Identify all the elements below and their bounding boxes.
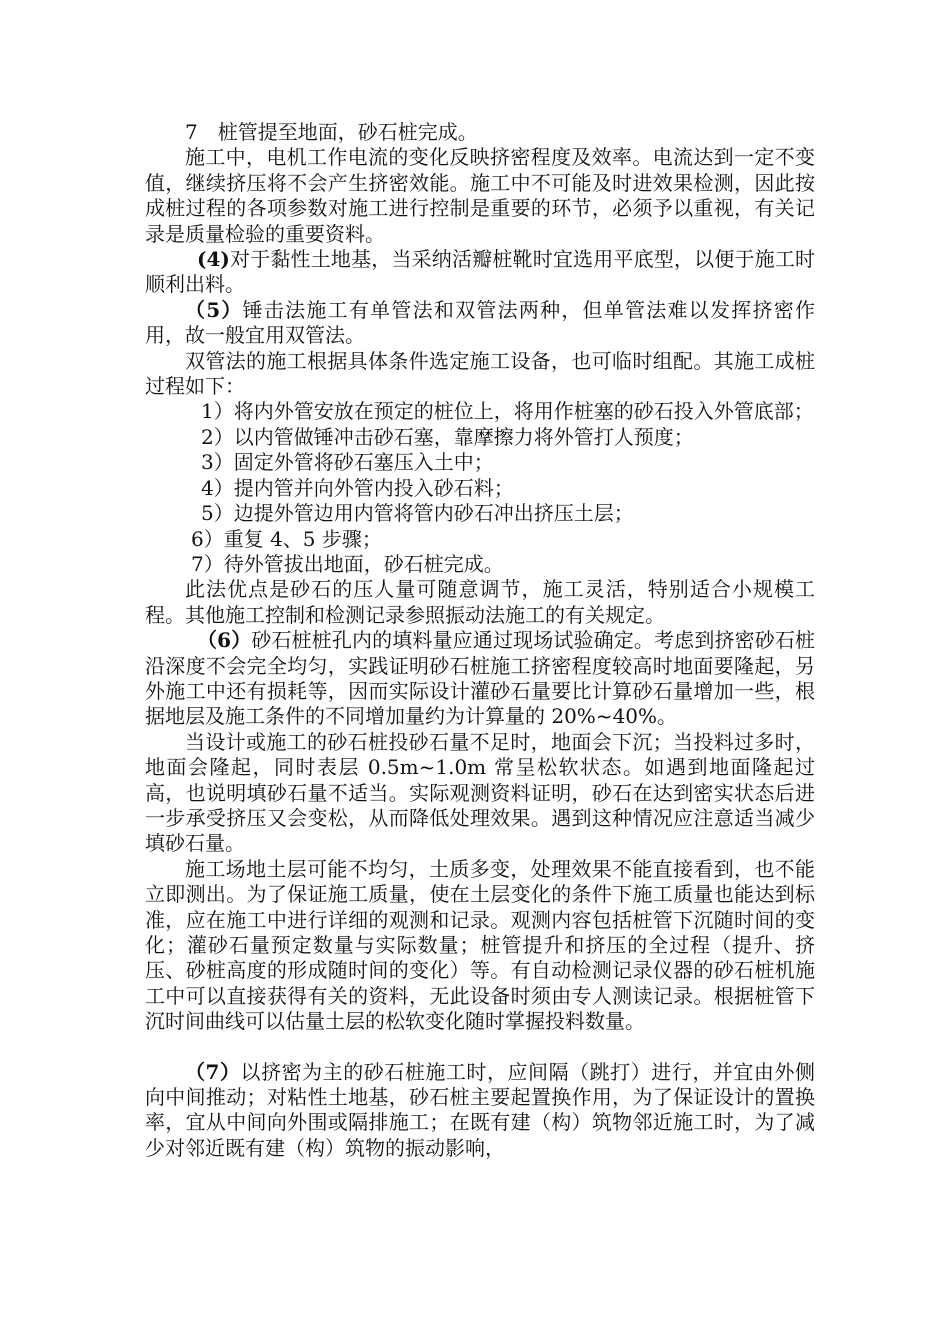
item-number: （7） (185, 1059, 241, 1084)
step-text: 5）边提外管边用内管将管内砂石冲出挤压土层； (201, 501, 634, 526)
paragraph-step-7 (145, 120, 815, 145)
paragraph-double-pipe-intro (145, 349, 815, 400)
step-3 (145, 450, 815, 475)
step-text: 2）以内管做锤冲击砂石塞，靠摩擦力将外管打人预度； (201, 424, 694, 449)
paragraph-text: 7 桩管提至地面，砂石桩完成。 (185, 120, 478, 144)
step-1 (145, 399, 815, 424)
paragraph-item-4 (145, 247, 815, 298)
step-text: 4）提内管并向外管内投入砂石料； (201, 475, 514, 500)
step-text: 6）重复 4、5 步骤； (191, 526, 382, 551)
paragraph-text: 施工场地土层可能不均匀，土质多变，处理效果不能直接看到，也不能立即测出。为了保证施工质量，使在土层变化的条件下施工质量也能达到标准，应在施工中进行详细的观测和记录。观测内容包括桩管下沉随时间的变化；灌砂石量预定数量与实际数量；桩管提升和挤压的全过程（提升、挤压、砂桩高度的形成随时间的变化）等。有自动检测记录仪器的砂石桩机施工中可以直接获得有关的资料，无此设备时须由专人测读记录。根据桩管下沉时间曲线可以估量土层的松软变化随时掌握投料数量。 (145, 856, 815, 1034)
item-number: （5） (185, 297, 243, 322)
item-number: （6） (197, 628, 252, 653)
step-6 (145, 527, 815, 552)
paragraph-site-observation (145, 857, 815, 1035)
paragraph-fill-quantity (145, 730, 815, 857)
paragraph-item-6 (145, 628, 815, 730)
step-4 (145, 476, 815, 501)
step-text: 1）将内外管安放在预定的桩位上，将用作桩塞的砂石投入外管底部； (201, 399, 814, 424)
paragraph-current-monitoring (145, 145, 815, 247)
step-2 (145, 425, 815, 450)
paragraph-method-advantage (145, 577, 815, 628)
paragraph-text: 双管法的施工根据具体条件选定施工设备，也可临时组配。其施工成桩过程如下： (145, 348, 815, 399)
paragraph-text: 锤击法施工有单管法和双管法两种，但单管法难以发挥挤密作用，故一般宜用双管法。 (145, 297, 816, 348)
step-text: 7）待外管拔出地面，砂石桩完成。 (191, 551, 504, 576)
step-text: 3）固定外管将砂石塞压入土中； (201, 450, 494, 475)
step-7 (145, 552, 815, 577)
paragraph-item-5 (145, 298, 815, 349)
paragraph-item-7 (145, 1060, 815, 1162)
paragraph-text: 以挤密为主的砂石桩施工时，应间隔（跳打）进行，并宜由外侧向中间推动；对粘性土地基，砂石桩主要起置换作用，为了保证设计的置换率，宜从中间向外围或隔排施工；在既有建（构）筑物邻近施工时，为了减少对邻近既有建（构）筑物的振动影响， (145, 1059, 816, 1160)
step-5 (145, 501, 815, 526)
paragraph-text: 砂石桩桩孔内的填料量应通过现场试验确定。考虑到挤密砂石桩沿深度不会完全均匀，实践证明砂石桩施工挤密程度较高时地面要隆起，另外施工中还有损耗等，因而实际设计灌砂石量要比计算砂石量增加一些，根据地层及施工条件的不同增加量约为计算量的 20%~40%。 (145, 628, 815, 729)
document-body (145, 120, 815, 1161)
paragraph-text: 当设计或施工的砂石桩投砂石量不足时，地面会下沉；当投料过多时，地面会隆起，同时表层 0.5m~1.0m 常呈松软状态。如遇到地面隆起过高，也说明填砂石量不适当。实际观测资料证明，砂石在达到密实状态后进一步承受挤压又会变松，从而降低处理效果。遇到这种情况应注意适当减少填砂石量。 (145, 729, 815, 856)
paragraph-text: 此法优点是砂石的压人量可随意调节，施工灵活，特别适合小规模工程。其他施工控制和检测记录参照振动法施工的有关规定。 (145, 577, 815, 627)
item-number: (4) (197, 247, 230, 272)
paragraph-text: 对于黏性土地基，当采纳活瓣桩靴时宜选用平底型，以便于施工时顺利出料。 (145, 247, 815, 297)
paragraph-text: 施工中，电机工作电流的变化反映挤密程度及效率。电流达到一定不变值，继续挤压将不会产生挤密效能。施工中不可能及时进效果检测，因此按成桩过程的各项参数对施工进行控制是重要的环节，必须予以重视，有关记录是质量检验的重要资料。 (145, 145, 815, 246)
